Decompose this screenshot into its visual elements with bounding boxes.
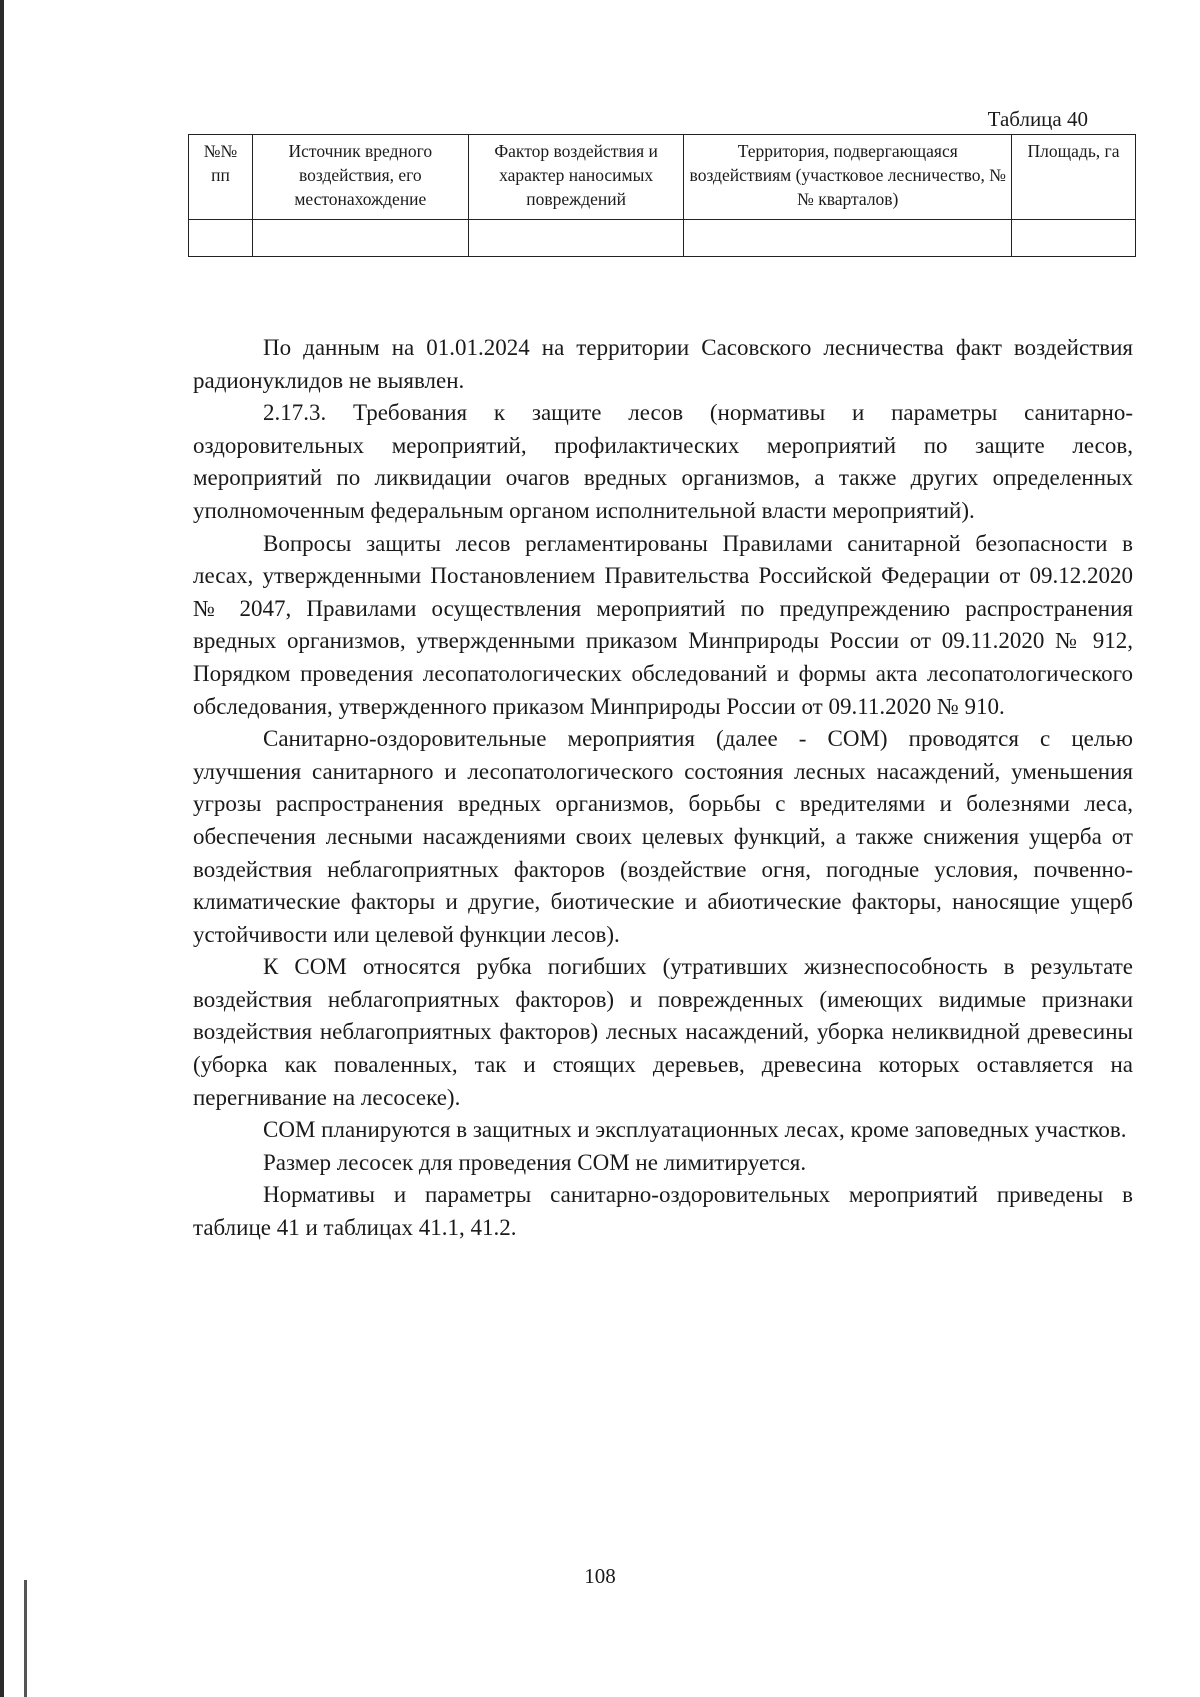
body-text	[193, 332, 1133, 1245]
col-territory-header: Территория, подвергающаяся воздействиям (участковое лесничество, №№ кварталов)	[684, 135, 1012, 220]
impact-table	[188, 134, 1136, 257]
page-number: 108	[584, 1564, 616, 1588]
paragraph-som-scope: К СОМ относятся рубка погибших (утративших жизнеспособность в результате воздействия неблагоприятных факторов) и поврежденных (имеющих видимые признаки воздействия неблагоприятных факторов) лесных насаждений, уборка неликвидной древесины (уборка как поваленных, так и стоящих деревьев, древесина которых оставляется на перегнивание на лесосеке).	[193, 954, 1133, 1110]
table-row	[189, 220, 1136, 257]
table-cell	[1012, 220, 1136, 257]
table-caption: Таблица 40	[987, 107, 1088, 131]
table-header-row	[189, 135, 1136, 220]
scan-edge-mark	[24, 1580, 27, 1697]
table-cell	[468, 220, 684, 257]
paragraph-regulations: Вопросы защиты лесов регламентированы Правилами санитарной безопасности в лесах, утвержденными Постановлением Правительства Российской Федерации от 09.12.2020 № 2047, Правилами осуществления мероприятий по предупреждению распространения вредных организмов, утвержденными приказом Минприроды России от 09.11.2020 № 912, Порядком проведения лесопатологических обследований и формы акта лесопатологического обследования, утвержденного приказом Минприроды России от 09.11.2020 № 910.	[193, 530, 1133, 719]
table-cell	[252, 220, 468, 257]
paragraph-som-purpose: Санитарно-оздоровительные мероприятия (далее - СОМ) проводятся с целью улучшения санитарного и лесопатологического состояния лесных насаждений, уменьшения угрозы распространения вредных организмов, борьбы с вредителями и болезнями леса, обеспечения лесными насаждениями своих целевых функций, а также снижения ущерба от воздействия неблагоприятных факторов (воздействие огня, погодные условия, почвенно-климатические факторы и другие, биотические и абиотические факторы, наносящие ущерб устойчивости или целевой функции лесов).	[193, 726, 1133, 947]
col-number-header: №№ пп	[189, 135, 253, 220]
scan-edge	[0, 0, 4, 1697]
paragraph-section-2-17-3: 2.17.3. Требования к защите лесов (нормативы и параметры санитарно-оздоровительных мероприятий, профилактических мероприятий по защите лесов, мероприятий по ликвидации очагов вредных организмов, а также других определенных уполномоченным федеральным органом исполнительной власти мероприятий).	[193, 400, 1133, 523]
paragraph-cutting-size: Размер лесосек для проведения СОМ не лимитируется.	[263, 1149, 807, 1175]
table-cell	[684, 220, 1012, 257]
col-area-header: Площадь, га	[1012, 135, 1136, 220]
paragraph-som-planning: СОМ планируются в защитных и эксплуатационных лесах, кроме заповедных участков.	[263, 1117, 1127, 1143]
col-source-header: Источник вредного воздействия, его местонахождение	[252, 135, 468, 220]
table-cell	[189, 220, 253, 257]
col-factor-header: Фактор воздействия и характер наносимых повреждений	[468, 135, 684, 220]
paragraph-norms-reference: Нормативы и параметры санитарно-оздоровительных мероприятий приведены в таблице 41 и таблицах 41.1, 41.2.	[193, 1182, 1133, 1241]
paragraph-radionuclides: По данным на 01.01.2024 на территории Сасовского лесничества факт воздействия радионуклидов не выявлен.	[193, 335, 1133, 393]
